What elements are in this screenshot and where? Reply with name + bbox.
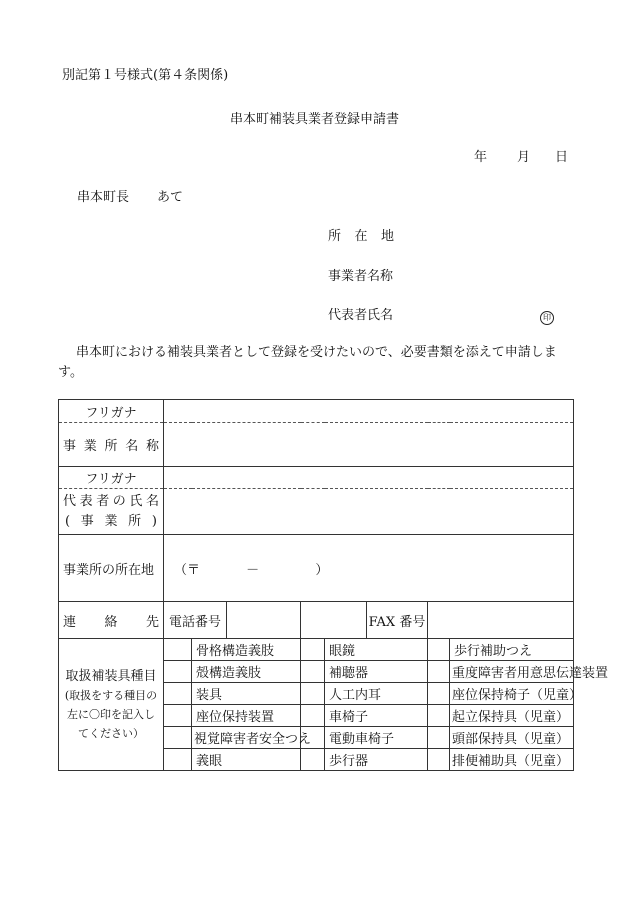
device-check[interactable]: [301, 749, 325, 771]
phone-label: 電話番号: [164, 602, 227, 638]
device-check[interactable]: [164, 639, 192, 661]
postal-close: ）: [315, 562, 329, 578]
device-check[interactable]: [428, 705, 450, 727]
device-item: 座位保持椅子（児童）: [450, 683, 574, 705]
device-check[interactable]: [428, 749, 450, 771]
phone-cell: [164, 602, 301, 639]
date-month-label: 月: [517, 150, 531, 165]
addressee-suffix: あて: [157, 190, 184, 205]
device-item: 座位保持装置: [192, 705, 301, 727]
device-check[interactable]: [301, 661, 325, 683]
date-year-label: 年: [474, 150, 488, 165]
device-item: 眼鏡: [325, 639, 428, 661]
postal-dash: －: [246, 562, 260, 578]
device-item: 頭部保持具（児童）: [450, 727, 574, 749]
office-name-label: 事 業 所 名 称: [59, 423, 164, 467]
device-check[interactable]: [164, 749, 192, 771]
device-item: 人工内耳: [325, 683, 428, 705]
device-check[interactable]: [301, 683, 325, 705]
office-address-field[interactable]: [164, 535, 574, 602]
furigana-label-office: フリガナ: [59, 400, 164, 423]
device-types-label: 取扱補装具種目 (取扱をする種目の 左に〇印を記入し てください）: [59, 639, 164, 771]
phone-field[interactable]: [301, 602, 428, 639]
device-item: 電動車椅子: [325, 727, 428, 749]
seal-mark: 印: [540, 305, 554, 325]
business-name-label: 事業者名称: [328, 269, 394, 284]
device-item: 視覚障害者安全つえ: [192, 727, 301, 749]
rep-name-field[interactable]: [164, 489, 574, 535]
application-statement: 串本町における補装具業者として登録を受けたいので、必要書類を添えて申請します。: [58, 345, 557, 380]
date-day-label: 日: [555, 150, 569, 165]
furigana-rep-field[interactable]: [164, 467, 574, 489]
device-check[interactable]: [164, 683, 192, 705]
device-check[interactable]: [301, 639, 325, 661]
device-item: 殻構造義肢: [192, 661, 301, 683]
device-check[interactable]: [164, 705, 192, 727]
device-item: 車椅子: [325, 705, 428, 727]
device-item: 歩行器: [325, 749, 428, 771]
addressee-name: 串本町長: [77, 190, 130, 205]
device-item: 起立保持具（児童）: [450, 705, 574, 727]
device-item: 骨格構造義肢: [192, 639, 301, 661]
form-reference: 別記第１号様式(第４条関係): [62, 68, 229, 83]
postal-mark: （〒: [174, 562, 201, 578]
device-item: 重度障害者用意思伝達装置: [450, 661, 574, 683]
furigana-office-field[interactable]: [164, 400, 574, 423]
device-check[interactable]: [428, 683, 450, 705]
office-address-label: 事業所の所在地: [59, 535, 164, 602]
fax-field[interactable]: [428, 602, 574, 639]
device-check[interactable]: [164, 727, 192, 749]
rep-name-label: 代 表 者 の 氏 名 ( 事 業 所 ): [59, 489, 164, 535]
device-check[interactable]: [428, 661, 450, 683]
contact-label: 連 絡 先: [59, 602, 164, 639]
document-title: 串本町補装具業者登録申請書: [230, 112, 400, 127]
device-item: 装具: [192, 683, 301, 705]
location-label: 所 在 地: [328, 229, 394, 244]
office-name-field[interactable]: [164, 423, 574, 467]
device-check[interactable]: [164, 661, 192, 683]
device-check[interactable]: [301, 705, 325, 727]
device-check[interactable]: [428, 639, 450, 661]
registration-table: [58, 399, 609, 771]
furigana-label-rep: フリガナ: [59, 467, 164, 489]
device-check[interactable]: [428, 727, 450, 749]
device-item: 歩行補助つえ: [450, 639, 574, 661]
device-item: 排便補助具（児童）: [450, 749, 574, 771]
representative-label: 代表者氏名: [328, 308, 394, 323]
fax-label: FAX 番号: [366, 602, 427, 638]
device-item: 義眼: [192, 749, 301, 771]
device-item: 補聴器: [325, 661, 428, 683]
